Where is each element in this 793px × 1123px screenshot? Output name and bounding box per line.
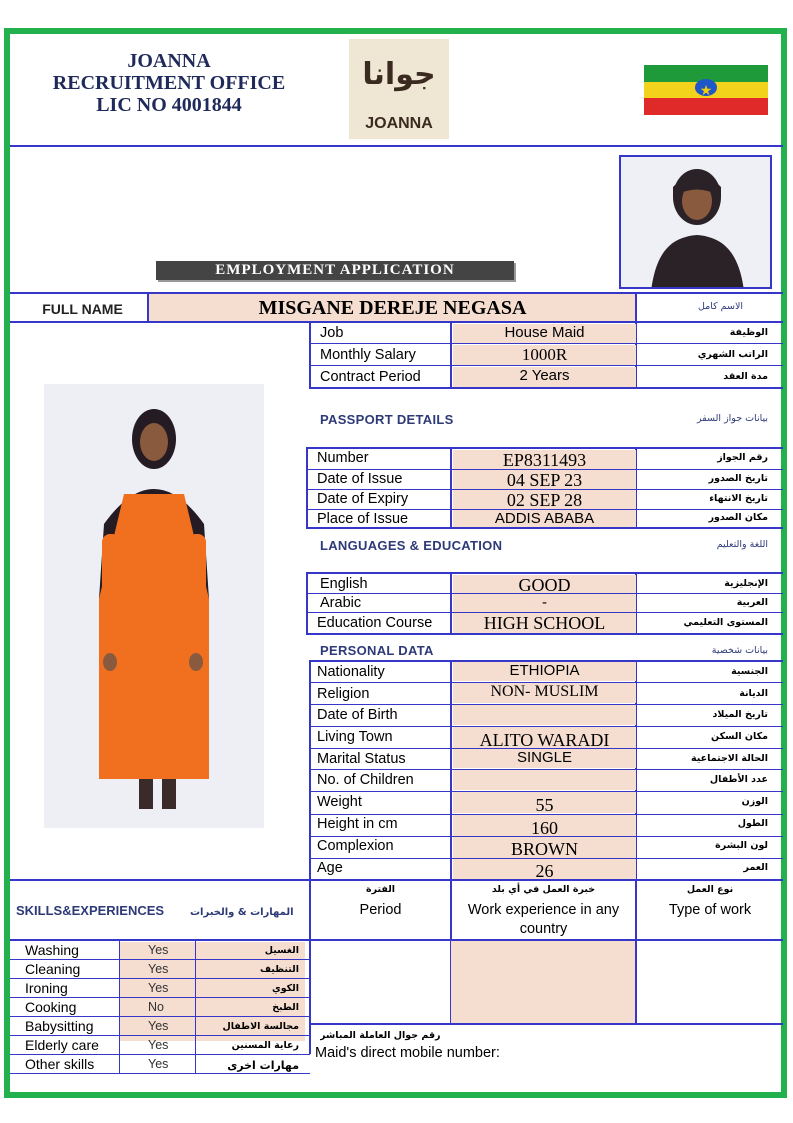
languages-section-arabic: اللغة والتعليم (716, 539, 768, 550)
nationality-value: ETHIOPIA (453, 662, 636, 681)
marital-status-label: Marital Status (317, 751, 406, 767)
salary-arabic: الراتب الشهري (697, 349, 768, 360)
height-label: Height in cm (317, 816, 398, 832)
joanna-logo (349, 39, 449, 139)
weight-arabic: الوزن (741, 796, 768, 807)
skill-elderly-care-value: Yes (148, 1038, 169, 1052)
issue-date-arabic: تاريخ الصدور (708, 473, 768, 484)
dob-arabic: تاريخ الميلاد (712, 709, 768, 720)
office-line-1: JOANNA (127, 50, 211, 72)
skill-other-arabic: مهارات اخرى (227, 1059, 299, 1072)
skill-cooking-label: Cooking (25, 999, 77, 1015)
full-name-value: MISGANE DEREJE NEGASA (258, 297, 527, 319)
skills-section-title: SKILLS&EXPERIENCES (16, 903, 165, 918)
skill-ironing-label: Ironing (25, 980, 68, 996)
place-of-issue-value: ADDIS ABABA (453, 510, 636, 527)
english-value: GOOD (453, 575, 636, 593)
issue-date-value: 04 SEP 23 (453, 470, 636, 489)
arabic-arabic: العربية (736, 597, 768, 608)
skill-washing-arabic: الغسيل (264, 945, 299, 956)
logo-text: JOANNA (365, 115, 433, 132)
work-experience-arabic: خبرة العمل في أي بلد (491, 884, 596, 895)
job-arabic: الوظيفة (729, 327, 768, 338)
office-line-2: RECRUITMENT OFFICE (52, 72, 286, 94)
personal-section-arabic: بيانات شخصية (711, 645, 768, 656)
page-title: EMPLOYMENT APPLICATION (156, 261, 514, 280)
living-town-label: Living Town (317, 729, 393, 745)
religion-value: NON- MUSLIM (453, 683, 636, 703)
marital-status-value: SINGLE (453, 749, 636, 768)
type-of-work-arabic: نوع العمل (686, 884, 734, 895)
children-label: No. of Children (317, 772, 414, 788)
skill-babysitting-label: Babysitting (25, 1018, 94, 1034)
contract-arabic: مدة العقد (723, 371, 768, 382)
contract-label: Contract Period (320, 369, 421, 385)
contract-value: 2 Years (453, 367, 636, 387)
age-value: 26 (453, 859, 636, 879)
job-value: House Maid (453, 324, 636, 343)
religion-arabic: الديانة (739, 688, 768, 699)
period-arabic: الفترة (365, 884, 396, 895)
skill-cleaning-value: Yes (148, 962, 169, 976)
job-label: Job (320, 325, 344, 341)
nationality-arabic: الجنسية (731, 666, 768, 677)
weight-value: 55 (453, 792, 636, 813)
age-label: Age (317, 860, 343, 876)
age-arabic: العمر (743, 862, 768, 873)
expiry-date-label: Date of Expiry (317, 491, 409, 507)
personal-section-title: PERSONAL DATA (320, 643, 434, 658)
full-name-arabic: الاسم كامل (697, 301, 743, 312)
header-divider (10, 145, 783, 147)
place-of-issue-label: Place of Issue (317, 511, 409, 527)
education-arabic: المستوى التعليمي (683, 617, 768, 628)
ethiopia-flag-icon: ★ (644, 65, 768, 115)
skill-cleaning-arabic: التنظيف (259, 964, 299, 975)
english-label: English (320, 576, 368, 592)
passport-number-value: EP8311493 (453, 450, 636, 469)
skill-babysitting-arabic: مجالسة الاطفال (222, 1021, 299, 1032)
children-value (453, 770, 636, 790)
living-town-value: ALITO WARADI (453, 727, 636, 748)
passport-number-arabic: رقم الجواز (717, 452, 768, 463)
passport-section-arabic: بيانات جواز السفر (697, 413, 768, 424)
arabic-label: Arabic (320, 595, 362, 611)
skill-washing-label: Washing (25, 942, 79, 958)
skill-babysitting-value: Yes (148, 1019, 169, 1033)
type-of-work-header: Type of work (668, 902, 752, 918)
religion-label: Religion (317, 686, 370, 702)
weight-label: Weight (317, 794, 362, 810)
skills-section-arabic: المهارات & والخبرات (190, 907, 294, 918)
dob-value (453, 705, 636, 725)
portrait-photo (619, 155, 772, 289)
issue-date-label: Date of Issue (317, 471, 403, 487)
salary-value: 1000R (453, 345, 636, 365)
full-name-label: FULL NAME (42, 301, 123, 317)
skill-other-value: Yes (148, 1057, 169, 1071)
passport-section-title: PASSPORT DETAILS (320, 412, 454, 427)
skill-other-label: Other skills (25, 1056, 95, 1072)
marital-status-arabic: الحالة الاجتماعية (691, 753, 768, 764)
skill-ironing-arabic: الكوي (271, 983, 299, 994)
complexion-arabic: لون البشرة (715, 840, 768, 851)
skill-washing-value: Yes (148, 943, 169, 957)
mobile-number-label: Maid's direct mobile number: (315, 1045, 500, 1061)
complexion-value: BROWN (453, 837, 636, 858)
skill-ironing-value: Yes (148, 981, 169, 995)
period-header: Period (359, 902, 402, 918)
license-number: LIC NO 4001844 (96, 94, 242, 116)
complexion-label: Complexion (317, 838, 394, 854)
arabic-value: - (453, 594, 636, 612)
height-value: 160 (453, 815, 636, 836)
skill-cleaning-label: Cleaning (25, 961, 81, 977)
height-arabic: الطول (737, 818, 768, 829)
skill-cooking-arabic: الطبخ (272, 1002, 299, 1013)
education-label: Education Course (317, 615, 433, 631)
work-experience-header: Work experience in any country (467, 902, 620, 937)
office-name (24, 50, 314, 116)
children-arabic: عدد الأطفال (709, 774, 768, 785)
mobile-arabic: رقم جوال العاملة المباشر (320, 1030, 441, 1041)
education-value: HIGH SCHOOL (453, 613, 636, 633)
expiry-date-value: 02 SEP 28 (453, 490, 636, 509)
skill-elderly-care-arabic: رعاية المسنين (231, 1040, 299, 1051)
skill-cooking-value: No (148, 1000, 164, 1014)
nationality-label: Nationality (317, 664, 385, 680)
place-of-issue-arabic: مكان الصدور (708, 512, 768, 523)
languages-section-title: LANGUAGES & EDUCATION (320, 538, 503, 553)
expiry-date-arabic: تاريخ الانتهاء (709, 493, 768, 504)
salary-label: Monthly Salary (320, 347, 416, 363)
passport-number-label: Number (317, 450, 369, 466)
full-body-photo (44, 384, 264, 828)
skill-elderly-care-label: Elderly care (25, 1037, 99, 1053)
living-town-arabic: مكان السكن (711, 731, 768, 742)
logo-arabic: جوانا (362, 57, 436, 92)
dob-label: Date of Birth (317, 707, 398, 723)
english-arabic: الإنجليزية (724, 578, 768, 589)
